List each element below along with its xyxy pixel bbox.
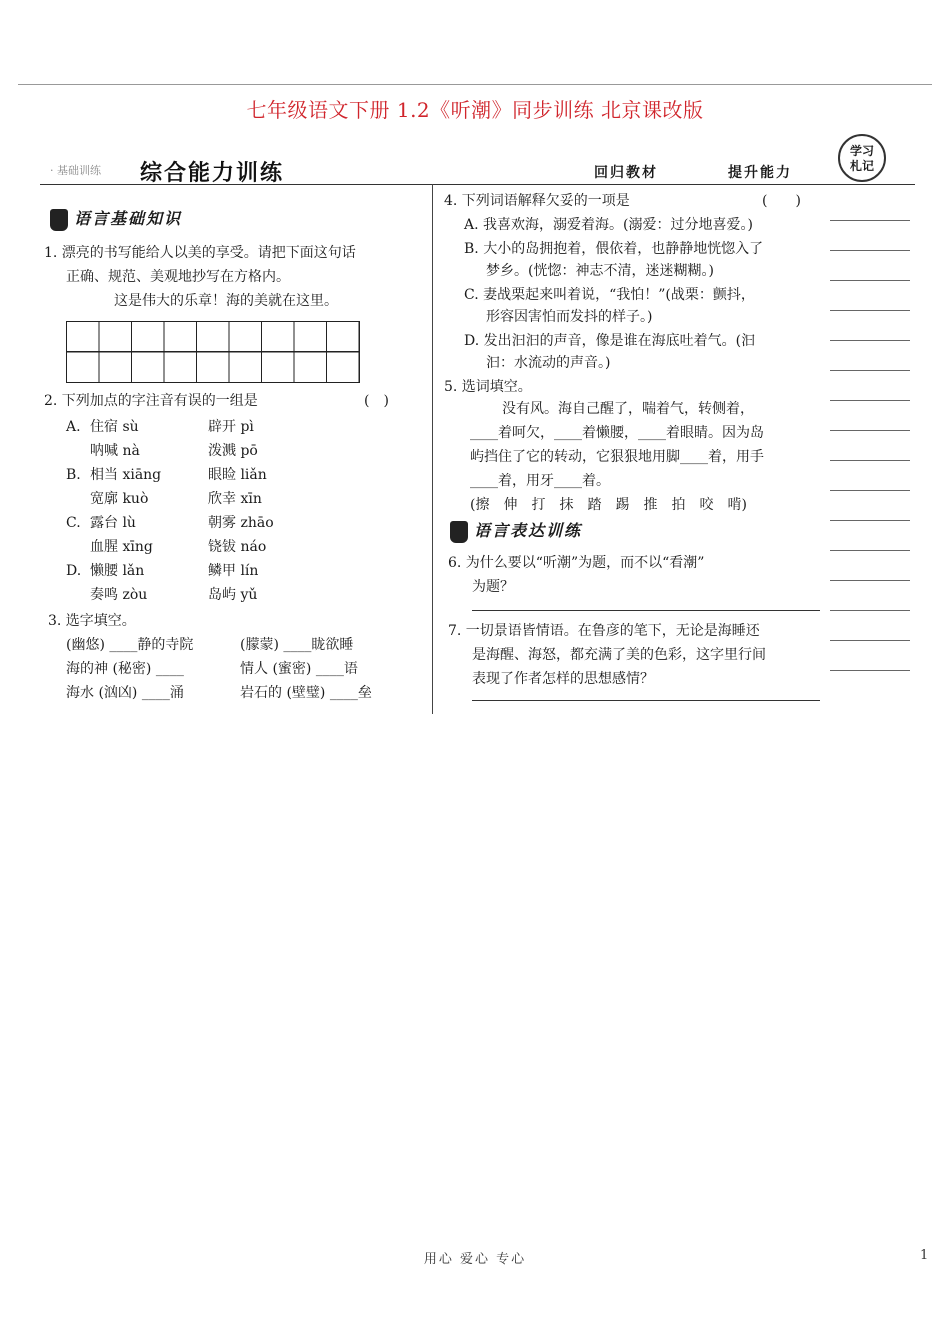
- q2-option-b-word2: 眼睑 liǎn: [208, 467, 267, 483]
- q4-stem: 4. 下列词语解释欠妥的一项是: [444, 193, 630, 209]
- document-title: 七年级语文下册 1.2《听潮》同步训练 北京课改版: [246, 98, 704, 122]
- badge-line-2: 札记: [849, 159, 874, 173]
- q4-option-c: C. 妻战栗起来叫着说，“我怕！”(战栗：颤抖，: [464, 287, 755, 303]
- section-basic-title: 语言基础知识: [74, 209, 183, 228]
- q5-line-4: ____着，用牙____着。: [470, 473, 610, 489]
- q5-stem: 5. 选词填空。: [444, 379, 532, 395]
- q2-option-a-word4: 泼溅 pō: [208, 443, 258, 459]
- q2-option-c-word3: 血腥 xīng: [90, 539, 153, 555]
- q3-row1-left: (幽悠) ____静的寺院: [66, 637, 194, 653]
- q2-option-a-word1: 住宿 sù: [90, 419, 139, 435]
- q1-sentence: 这是伟大的乐章！海的美就在这里。: [114, 293, 338, 309]
- q2-stem: 2. 下列加点的字注音有误的一组是: [44, 393, 258, 409]
- q2-option-d-label: D.: [66, 563, 82, 579]
- section-expression-title: 语言表达训练: [474, 521, 583, 540]
- notes-line[interactable]: [830, 670, 910, 671]
- q7-line-1: 7. 一切景语皆情语。在鲁彦的笔下，无论是海睡还: [448, 623, 760, 639]
- q4-option-a: A. 我喜欢海，溺爱着海。(溺爱：过分地喜爱。): [464, 217, 753, 233]
- column-divider: [432, 184, 433, 714]
- q7-answer-line[interactable]: [472, 700, 820, 701]
- notes-line[interactable]: [830, 490, 910, 491]
- notes-line[interactable]: [830, 370, 910, 371]
- badge-line-1: 学习: [849, 144, 874, 158]
- page-number: 1: [920, 1248, 929, 1263]
- q2-answer-bracket: ( ): [364, 393, 389, 409]
- q4-option-b: B. 大小的岛拥抱着，偎依着，也静静地恍惚入了: [464, 241, 764, 257]
- q6-line-2: 为题？: [472, 579, 514, 595]
- q2-option-c-label: C.: [66, 515, 81, 531]
- q2-option-d-word1: 懒腰 lǎn: [90, 563, 145, 579]
- banner-label-improve: 提升能力: [728, 165, 792, 181]
- q2-option-c-word4: 铙钹 náo: [208, 539, 267, 555]
- study-notes-badge: [838, 134, 886, 182]
- q2-option-d-word4: 岛屿 yǔ: [208, 587, 258, 603]
- notes-line[interactable]: [830, 340, 910, 341]
- banner-title: 综合能力训练: [140, 161, 285, 186]
- q4-option-d-cont: 汩：水流动的声音。): [486, 355, 611, 371]
- q4-option-c-cont: 形容因害怕而发抖的样子。): [486, 309, 653, 325]
- q5-word-choices: (擦 伸 打 抹 踏 踢 推 拍 咬 啃): [470, 497, 747, 513]
- q2-option-a-word2: 辟开 pì: [208, 419, 254, 435]
- q3-row3-left: 海水 (汹凶) ____涌: [66, 685, 184, 701]
- q3-row3-right: 岩石的 (壁璧) ____垒: [240, 685, 372, 701]
- notes-line[interactable]: [830, 400, 910, 401]
- q2-option-b-word1: 相当 xiāng: [90, 467, 162, 483]
- q3-row1-right: (朦蒙) ____眬欲睡: [240, 637, 354, 653]
- notes-line[interactable]: [830, 640, 910, 641]
- notes-line[interactable]: [830, 250, 910, 251]
- banner-label-review: 回归教材: [594, 165, 658, 181]
- notes-line[interactable]: [830, 520, 910, 521]
- header-rule: [18, 84, 932, 85]
- pencil-mascot-icon: [50, 209, 68, 231]
- q1-line-1: 1. 漂亮的书写能给人以美的享受。请把下面这句话: [44, 245, 356, 261]
- q2-option-d-word2: 鳞甲 lín: [208, 563, 259, 579]
- q3-stem: 3. 选字填空。: [48, 613, 136, 629]
- pencil-mascot-icon: [450, 521, 468, 543]
- q4-option-b-cont: 梦乡。(恍惚：神志不清，迷迷糊糊。): [486, 263, 714, 279]
- notes-line[interactable]: [830, 580, 910, 581]
- section-basic-knowledge: [50, 206, 182, 231]
- q7-line-2: 是海醒、海怒，都充满了美的色彩，这字里行间: [472, 647, 766, 663]
- q6-line-1: 6. 为什么要以“听潮”为题，而不以“看潮”: [448, 555, 705, 571]
- q5-line-3: 屿挡住了它的转动，它狠狠地用脚____着，用手: [470, 449, 764, 465]
- q5-line-1: 没有风。海自己醒了，喘着气，转侧着，: [502, 401, 754, 417]
- worksheet-banner: [40, 156, 915, 185]
- q6-answer-line[interactable]: [472, 610, 820, 611]
- notes-line[interactable]: [830, 430, 910, 431]
- q4-option-d: D. 发出汩汩的声音，像是谁在海底吐着气。(汩: [464, 333, 756, 349]
- q3-row2-right: 情人 (蜜密) ____语: [240, 661, 358, 677]
- notes-line[interactable]: [830, 280, 910, 281]
- notes-line[interactable]: [830, 610, 910, 611]
- q2-option-a-label: A.: [66, 419, 81, 435]
- q2-option-b-word4: 欣幸 xīn: [208, 491, 262, 507]
- scanned-worksheet: [40, 126, 915, 716]
- notes-line[interactable]: [830, 310, 910, 311]
- notes-line[interactable]: [830, 220, 910, 221]
- q2-option-b-label: B.: [66, 467, 81, 483]
- copy-writing-grid[interactable]: [66, 321, 360, 383]
- q4-answer-bracket: ( ): [762, 193, 801, 209]
- notes-line[interactable]: [830, 460, 910, 461]
- q2-option-b-word3: 宽廓 kuò: [90, 491, 149, 507]
- q7-line-3: 表现了作者怎样的思想感情？: [472, 671, 654, 687]
- page-footer: 用心 爱心 专心: [423, 1252, 527, 1267]
- section-expression: [450, 518, 582, 543]
- notes-line[interactable]: [830, 550, 910, 551]
- q3-row2-left: 海的神 (秘密) ____: [66, 661, 184, 677]
- banner-left-text: · 基础训练: [50, 164, 101, 177]
- q1-line-2: 正确、规范、美观地抄写在方格内。: [66, 269, 290, 285]
- q2-option-a-word3: 呐喊 nà: [90, 443, 140, 459]
- q2-option-c-word2: 朝雾 zhāo: [208, 515, 274, 531]
- q2-option-d-word3: 奏鸣 zòu: [90, 587, 148, 603]
- q5-line-2: ____着呵欠，____着懒腰，____着眼睛。因为岛: [470, 425, 764, 441]
- q2-option-c-word1: 露台 lù: [90, 515, 136, 531]
